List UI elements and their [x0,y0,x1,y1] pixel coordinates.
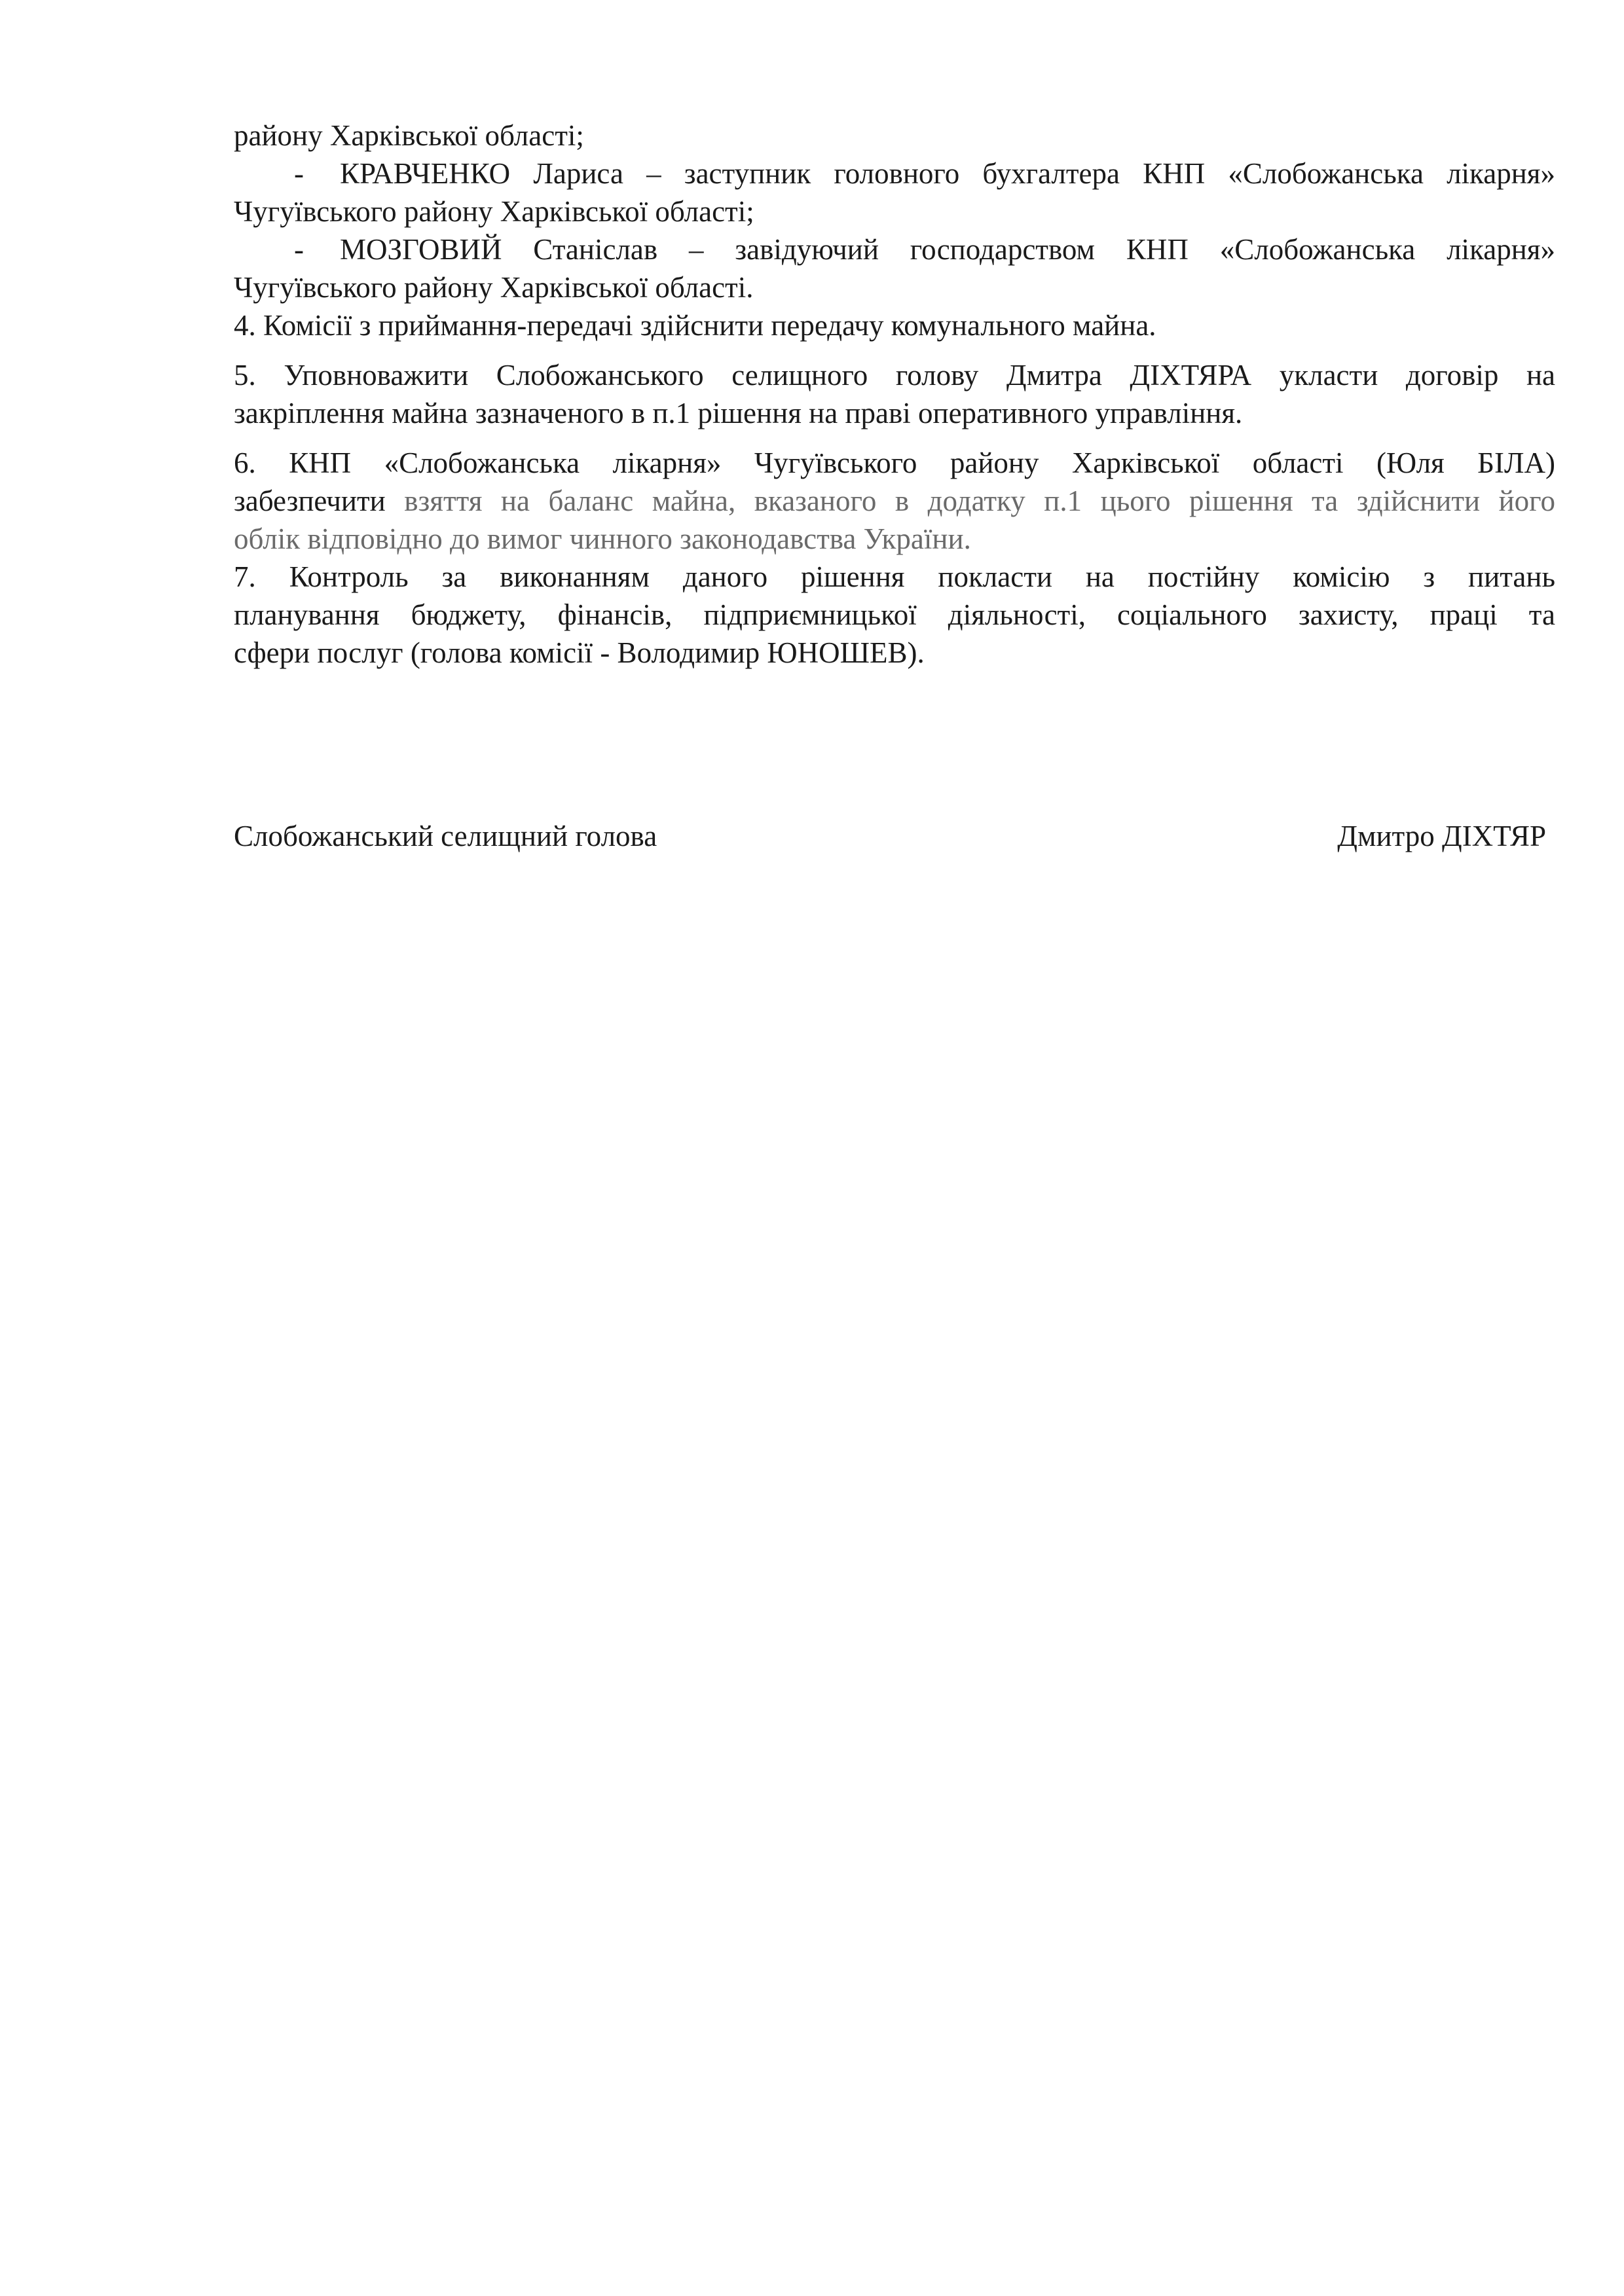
intro-line: району Харківської області; [234,119,584,152]
item-7-line-2: планування бюджету, фінансів, підприємницької діяльності, соціального захисту, праці та [234,598,1555,631]
member-2-text: МОЗГОВИЙ Станіслав – завідуючий господарством КНП «Слобожанська лікарня» [340,233,1555,266]
item-6-line-2 [234,482,1555,520]
item-4: 4. Комісії з приймання-передачі здійснити передачу комунального майна. [234,309,1156,342]
member-2-line-2: Чугуївського району Харківської області. [234,271,754,304]
item-7-line-1: 7. Контроль за виконанням даного рішення покласти на постійну комісію з питань [234,560,1555,593]
item-6-line-1: 6. КНП «Слобожанська лікарня» Чугуївського району Харківської області (Юля БІЛА) [234,446,1555,479]
member-2-line-1 [234,230,1555,268]
item-6-line-3: облік відповідно до вимог чинного законодавства України. [234,522,971,555]
item-6-black-text: забезпечити [234,484,386,517]
signature-title: Слобожанський селищний голова [234,820,657,852]
item-5-line-2: закріплення майна зазначеного в п.1 рішення на праві оперативного управління. [234,397,1243,429]
item-5-line-1: 5. Уповноважити Слобожанського селищного голову Дмитра ДІХТЯРА укласти договір на [234,359,1555,392]
item-6-gray-text: взяття на баланс майна, вказаного в додатку п.1 цього рішення та здійснити його [385,484,1555,517]
bullet-mark: - [294,157,304,190]
member-1-line-1 [234,155,1555,192]
item-7-line-3: сфери послуг (голова комісії - Володимир ЮНОШЕВ). [234,636,925,669]
document-body [234,117,1555,672]
signature-name: Дмитро ДІХТЯР [1337,820,1546,852]
bullet-mark: - [294,233,304,266]
member-1-line-2: Чугуївського району Харківської області; [234,195,754,228]
signature-block [234,817,1555,855]
member-1-text: КРАВЧЕНКО Лариса – заступник головного бухгалтера КНП «Слобожанська лікарня» [340,157,1555,190]
